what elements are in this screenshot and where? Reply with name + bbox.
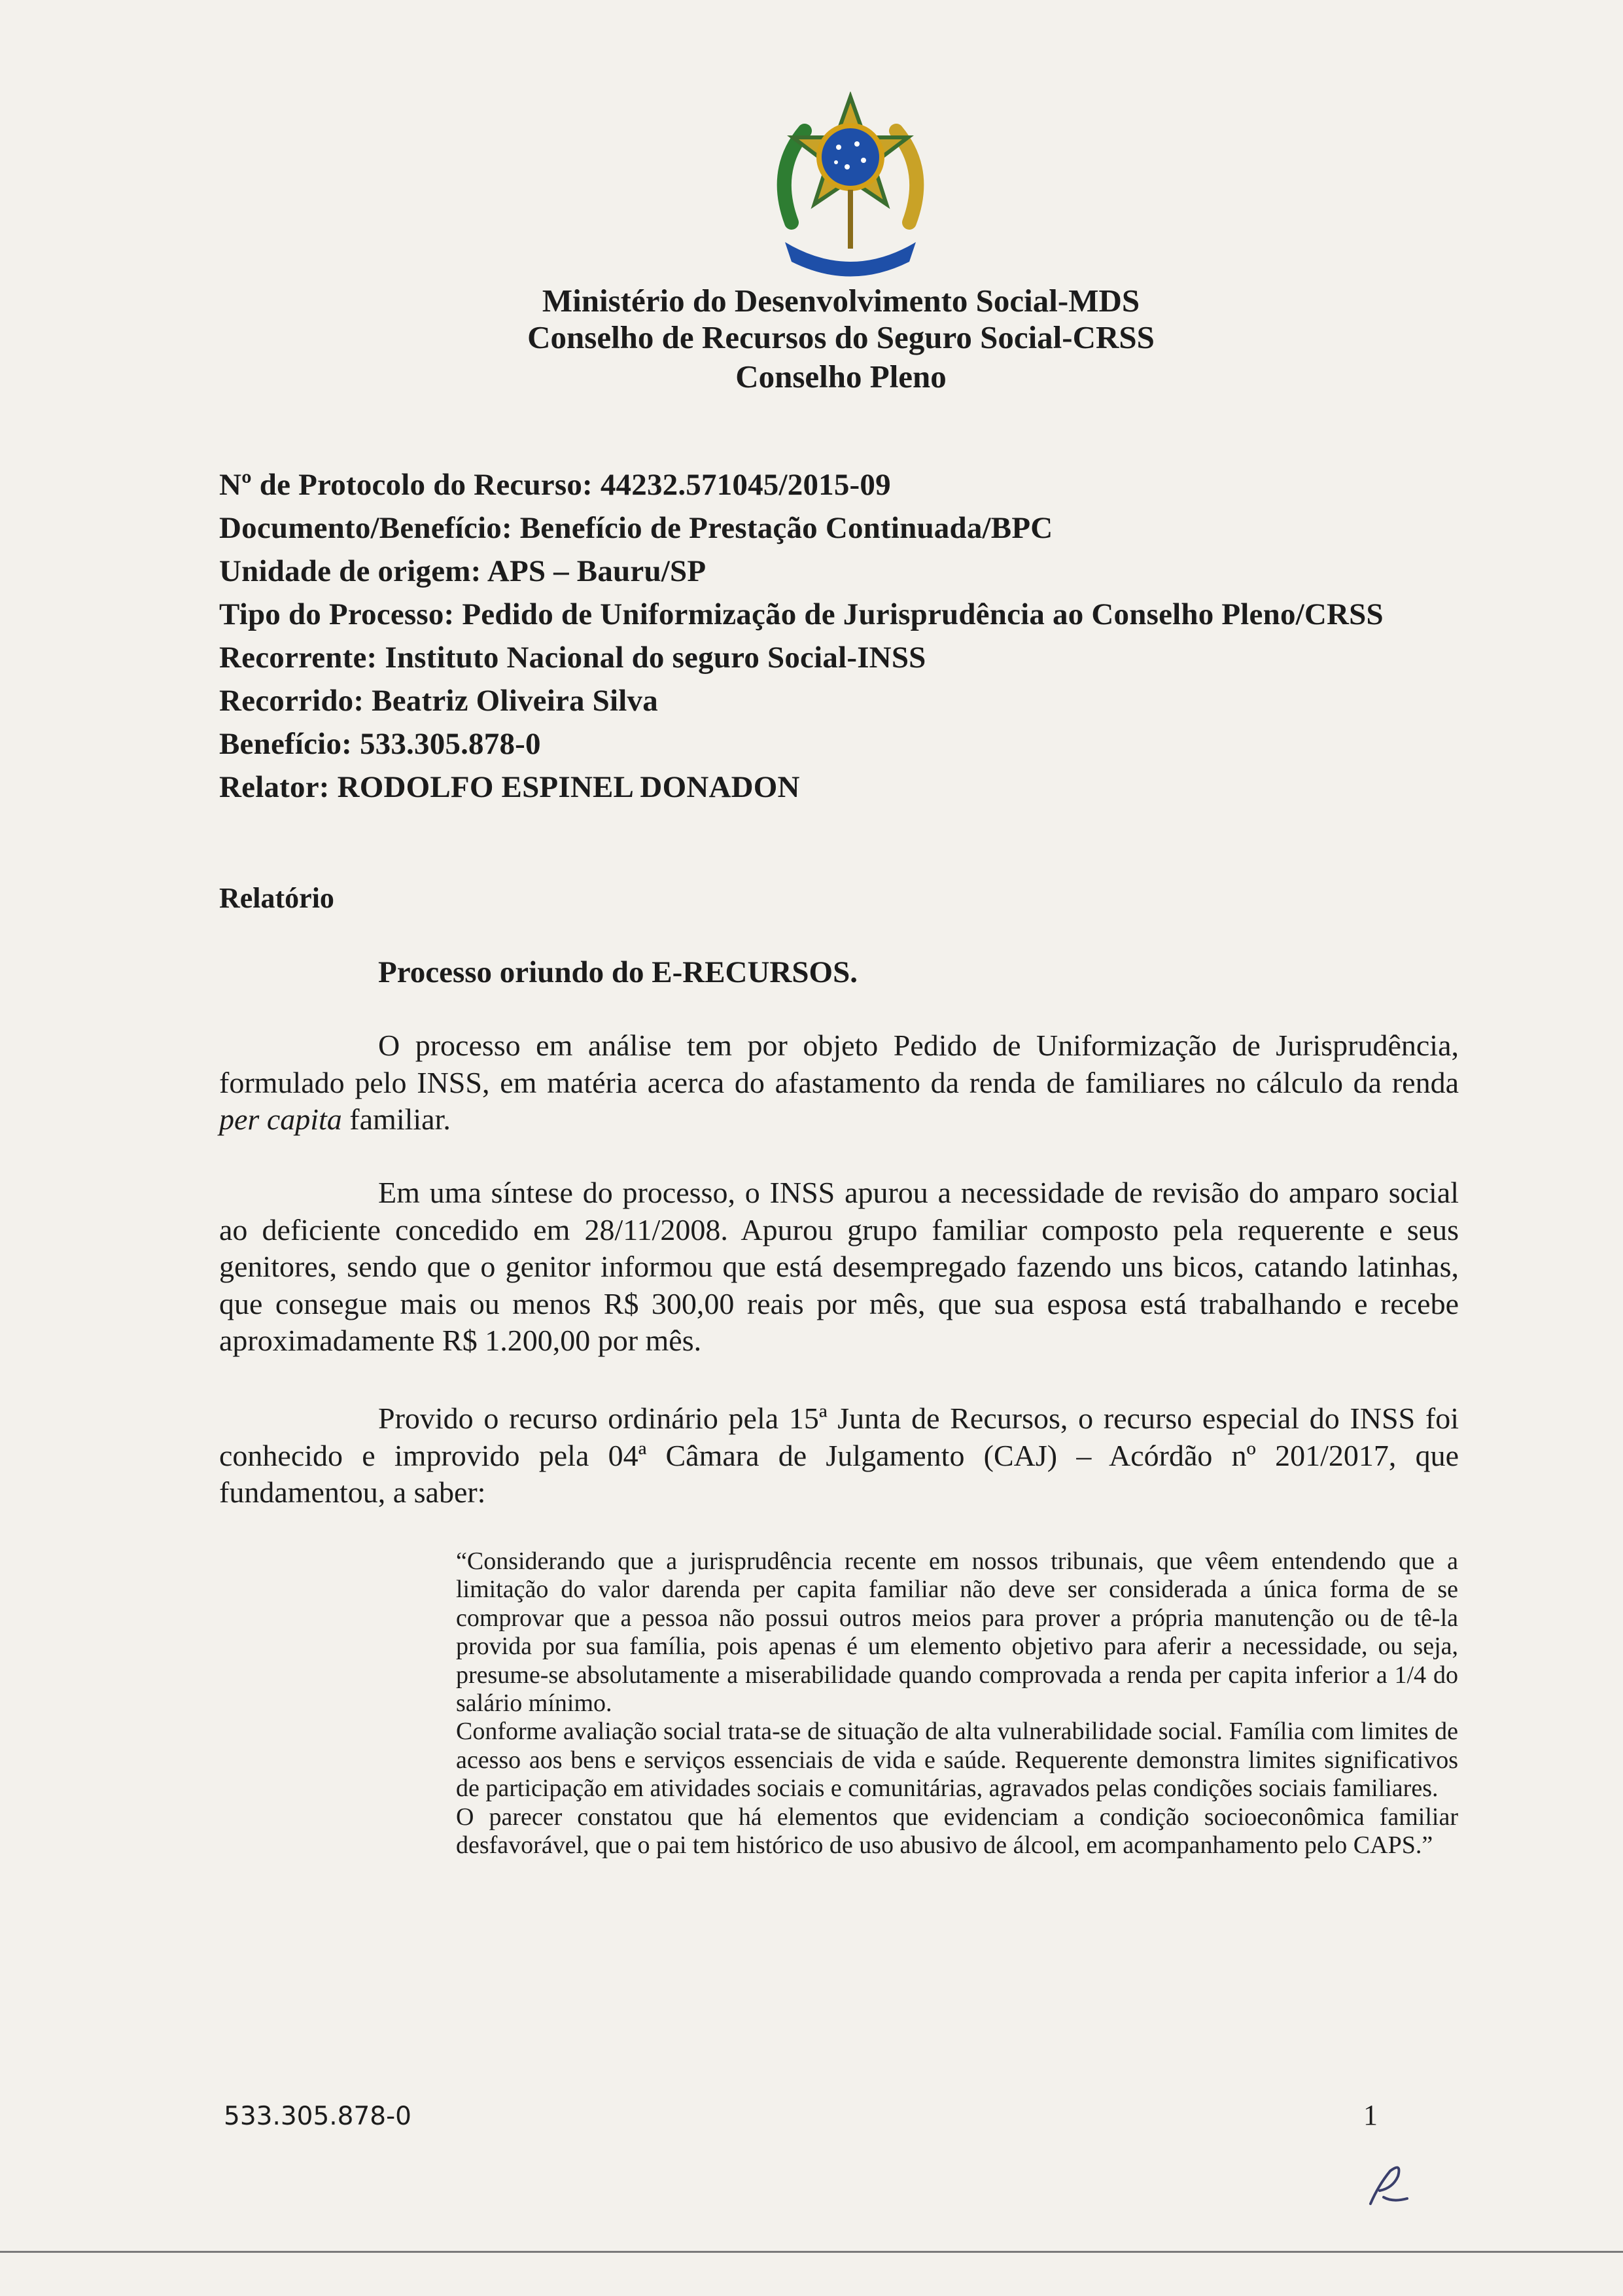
- paragraph-appeal: [219, 1400, 1459, 1511]
- page-number: 1: [1363, 2099, 1378, 2131]
- section-title: Relatório: [219, 882, 334, 914]
- origin-unit: Unidade de origem: APS – Bauru/SP: [219, 554, 707, 588]
- case-metadata: [219, 463, 1384, 809]
- per-capita-italic: per capita: [219, 1103, 342, 1136]
- block-quote: [456, 1547, 1458, 1860]
- document-type: Documento/Benefício: Benefício de Prestação Continuada/BPC: [219, 511, 1053, 545]
- brazil-coat-of-arms-icon: [765, 92, 935, 288]
- process-origin-title: Processo oriundo do E-RECURSOS.: [378, 955, 858, 989]
- paragraph-object: [219, 1027, 1459, 1139]
- appellant: Recorrente: Instituto Nacional do seguro Social-INSS: [219, 641, 926, 675]
- rapporteur: Relator: RODOLFO ESPINEL DONADON: [219, 770, 800, 804]
- paragraph-text: O processo em análise tem por objeto Pedido de Uniformização de Jurisprudência, formulado pelo INSS, em matéria acerca do afastamento da renda de familiares no cálculo da renda: [219, 1029, 1459, 1099]
- paragraph-synthesis: [219, 1174, 1459, 1360]
- council-plenary-title: Conselho Pleno: [735, 359, 947, 395]
- appellee: Recorrido: Beatriz Oliveira Silva: [219, 684, 658, 718]
- quote-paragraph: “Considerando que a jurisprudência recente em nossos tribunais, que vêem entendendo que a limitação do valor darenda per capita familiar não deve ser considerada a única forma de se comprovar que a pessoa não possui outros meios para prover a própria manutenção ou de tê-la provida por sua família, pois apenas é um elemento objetivo para aferir a necessidade, ou seja, presume-se absolutamente a miserabilidade quando comprovada a renda per capita inferior a 1/4 do salário mínimo.: [456, 1547, 1458, 1718]
- ministry-title: Ministério do Desenvolvimento Social-MDS: [542, 283, 1140, 319]
- footer-benefit-id: 533.305.878-0: [224, 2102, 411, 2131]
- process-type: Tipo do Processo: Pedido de Uniformização de Jurisprudência ao Conselho Pleno/CRSS: [219, 597, 1384, 631]
- benefit-number: Benefício: 533.305.878-0: [219, 727, 541, 761]
- paragraph-text: Em uma síntese do processo, o INSS apurou a necessidade de revisão do amparo social ao deficiente concedido em 28/11/2008. Apurou grupo familiar composto pela requerente e seus genitores, sendo que o genitor informou que está desempregado fazendo uns bicos, catando latinhas, que consegue mais ou menos R$ 300,00 reais por mês, que sua esposa está trabalhando e recebe aproximadamente R$ 1.200,00 por mês.: [219, 1176, 1459, 1357]
- quote-paragraph: O parecer constatou que há elementos que evidenciam a condição socioeconômica familiar desfavorável, que o pai tem histórico de uso abusivo de álcool, em acompanhamento pelo CAPS.”: [456, 1803, 1458, 1860]
- paragraph-text: Provido o recurso ordinário pela 15ª Junta de Recursos, o recurso especial do INSS foi conhecido e improvido pela 04ª Câmara de Julgamento (CAJ) – Acórdão nº 201/2017, que fundamentou, a saber:: [219, 1402, 1459, 1509]
- quote-paragraph: Conforme avaliação social trata-se de situação de alta vulnerabilidade social. Família com limites de acesso aos bens e serviços essenciais de vida e saúde. Requerente demonstra limites significativos de participação em atividades sociais e comunitárias, agravados pelas condições sociais familiares.: [456, 1718, 1458, 1803]
- paragraph-text-end: familiar.: [341, 1103, 451, 1136]
- council-title: Conselho de Recursos do Seguro Social-CRSS: [527, 319, 1155, 355]
- protocol-number: Nº de Protocolo do Recurso: 44232.571045/2015-09: [219, 468, 891, 502]
- bottom-edge-line: [0, 2251, 1623, 2253]
- handwritten-initial-icon: [1364, 2159, 1416, 2212]
